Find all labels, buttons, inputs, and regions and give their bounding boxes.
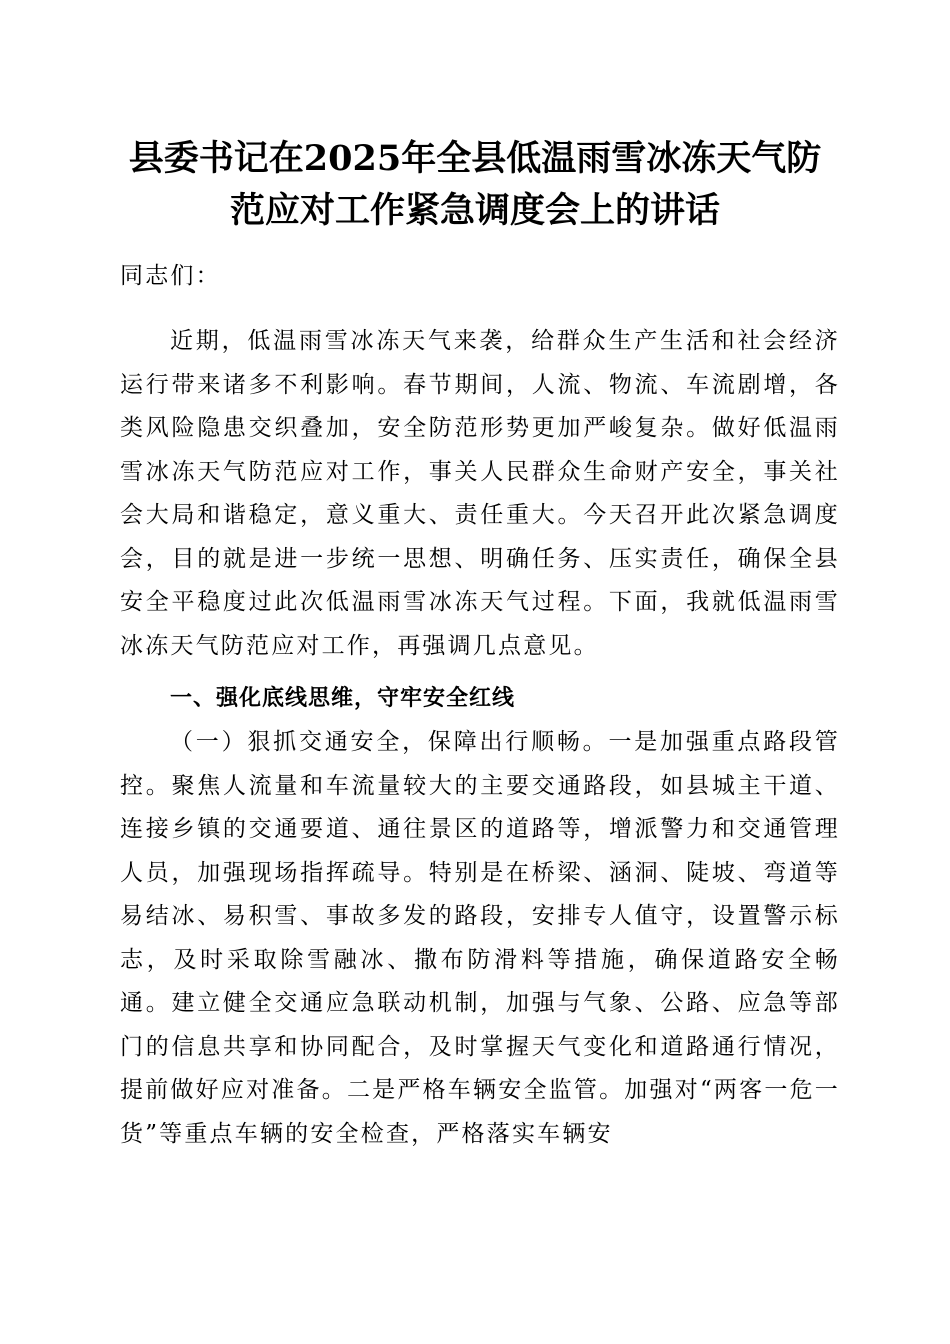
title-line-1: 县委书记在2025年全县低温雨雪冰冻天气防 <box>128 138 822 179</box>
intro-paragraph: 近期，低温雨雪冰冻天气来袭，给群众生产生活和社会经济运行带来诸多不利影响。春节期间，人流、物流、车流剧增，各类风险隐患交织叠加，安全防范形势更加严峻复杂。做好低温雨雪冰冻天气防范应对工作，事关人民群众生命财产安全，事关社会大局和谐稳定，意义重大、责任重大。今天召开此次紧急调度会，目的就是进一步统一思想、明确任务、压实责任，确保全县安全平稳度过此次低温雨雪冰冻天气过程。下面，我就低温雨雪冰冻天气防范应对工作，再强调几点意见。 <box>120 328 840 659</box>
section-paragraph: （一）狠抓交通安全，保障出行顺畅。一是加强重点路段管控。聚焦人流量和车流量较大的主要交通路段，如县城主干道、连接乡镇的交通要道、通往景区的道路等，增派警力和交通管理人员，加强现场指挥疏导。特别是在桥梁、涵洞、陡坡、弯道等易结冰、易积雪、事故多发的路段，安排专人值守，设置警示标志，及时采取除雪融冰、撒布防滑料等措施，确保道路安全畅通。建立健全交通应急联动机制，加强与气象、公路、应急等部门的信息共享和协同配合，及时掌握天气变化和道路通行情况，提前做好应对准备。二是严格车辆安全监管。加强对“两客一危一货”等重点车辆的安全检查，严格落实车辆安 <box>120 729 840 1147</box>
section-heading: 一、强化底线思维，守牢安全红线 <box>170 686 516 711</box>
salutation: 同志们： <box>120 263 221 289</box>
document-title <box>80 133 870 237</box>
title-line-2: 范应对工作紧急调度会上的讲话 <box>229 190 720 231</box>
